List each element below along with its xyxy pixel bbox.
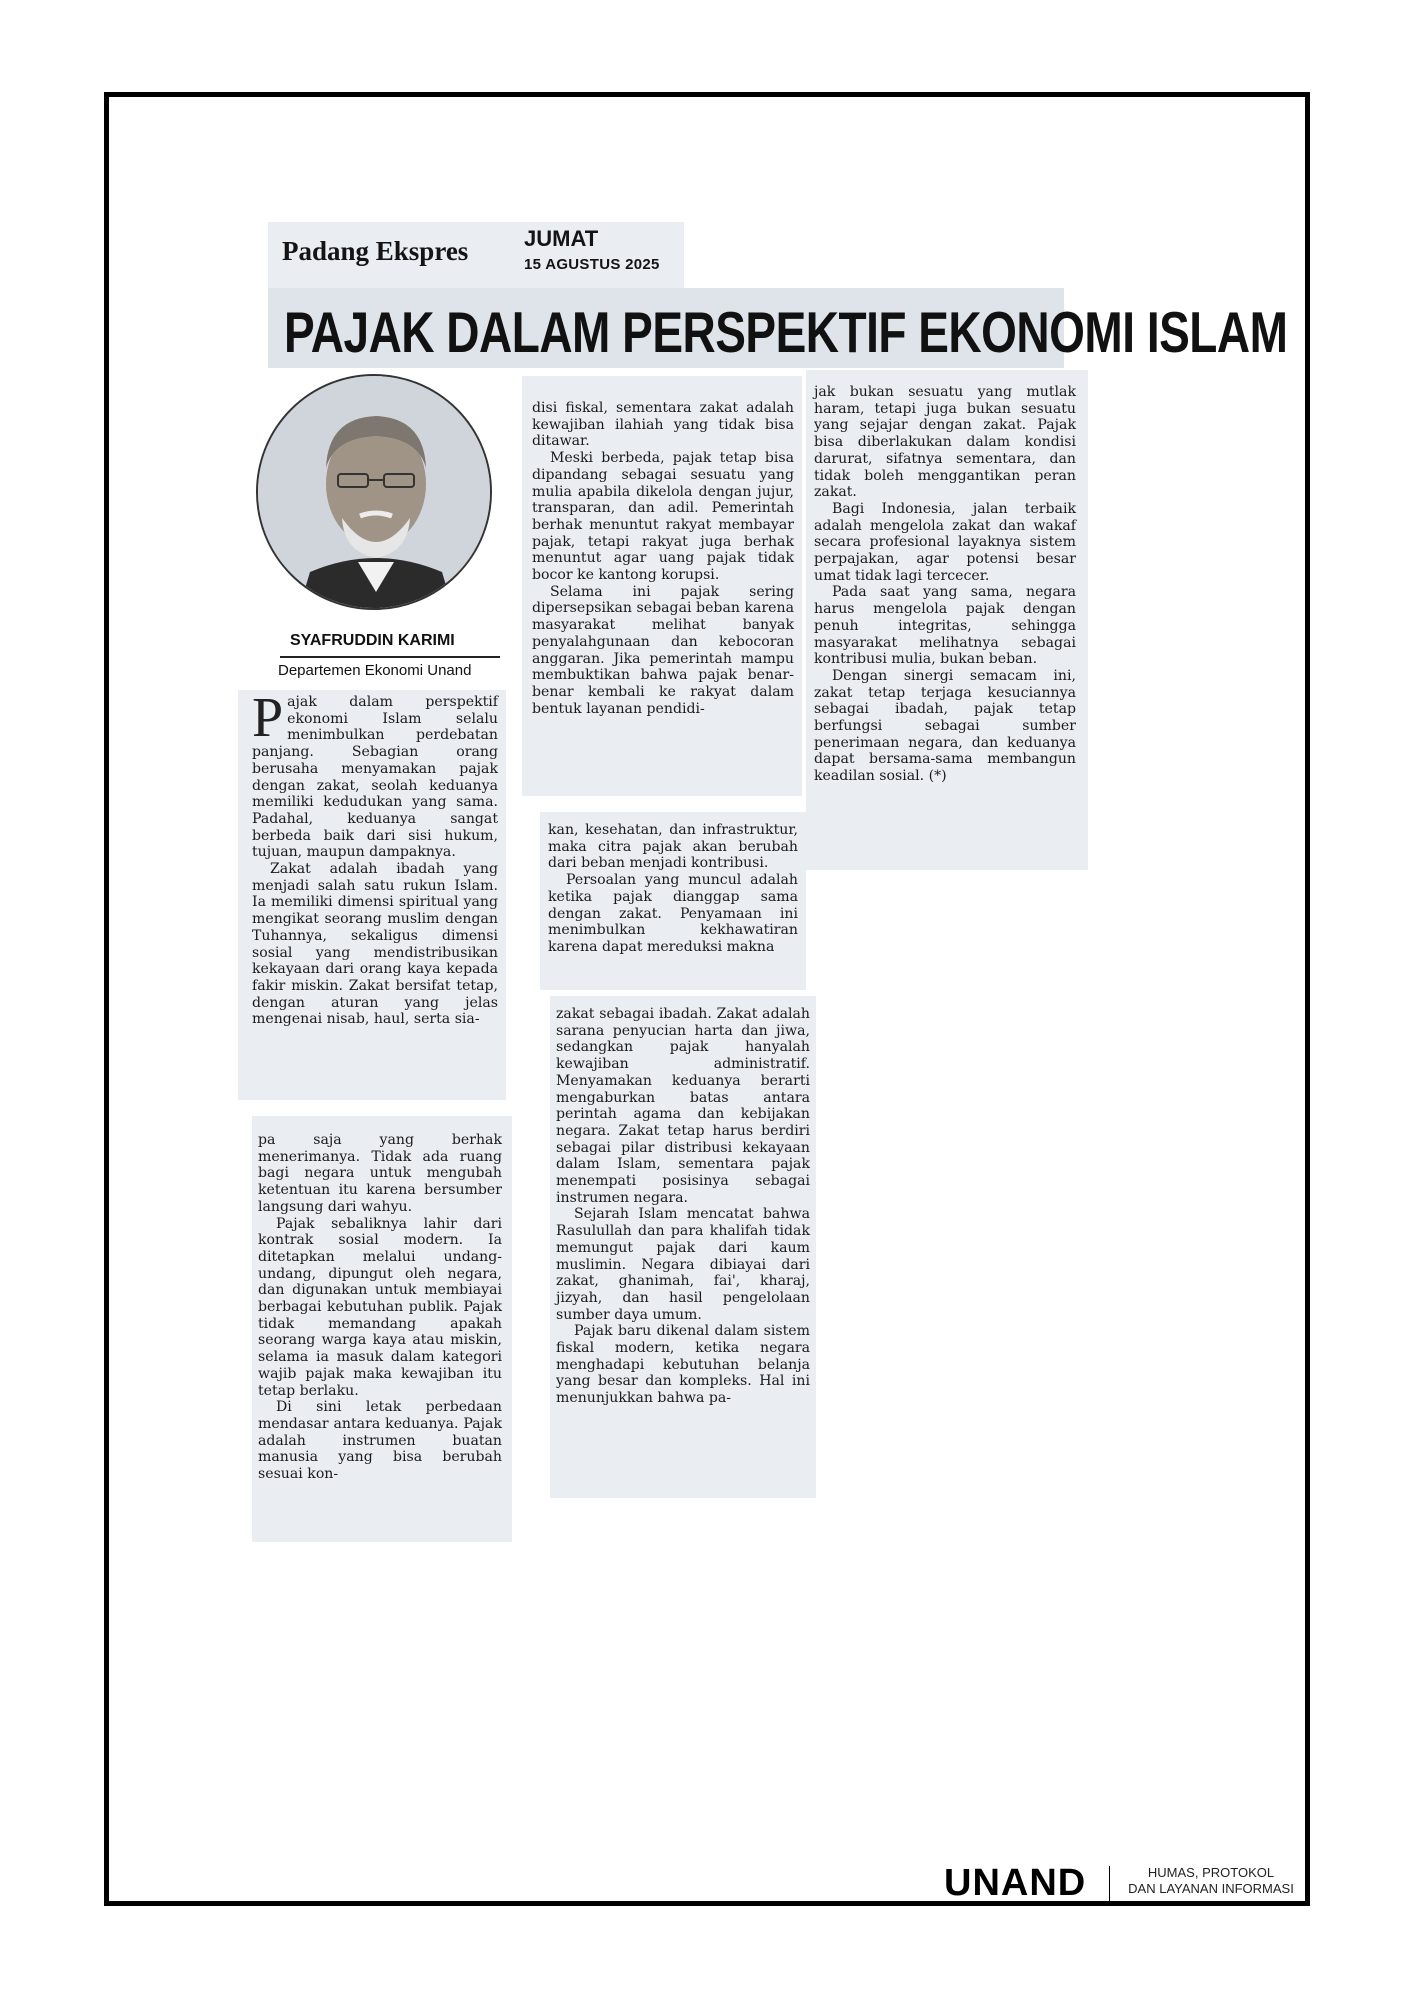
article-column-1 <box>252 687 498 1028</box>
paragraph: Pajak dalam perspektif ekonomi Islam selalu menimbulkan perdebatan panjang. Sebagian orang berusaha menyamakan pajak dengan zakat, seolah keduanya memiliki kedudukan yang sama. Padahal, keduanya sangat berbeda baik dari sisi hukum, tujuan, maupun dampaknya. <box>252 687 498 861</box>
paragraph: Pajak baru dikenal dalam sistem fiskal modern, ketika negara menghadapi kebutuhan belanja yang besar dan kompleks. Hal ini menunjukkan bahwa pa- <box>556 1323 810 1407</box>
paragraph: zakat sebagai ibadah. Zakat adalah sarana penyucian harta dan jiwa, sedangkan pajak hanyalah kewajiban administratif. Menyamakan keduanya berarti mengaburkan batas antara perintah agama dan kebijakan negara. Zakat tetap harus berdiri sebagai pilar distribusi kekayaan dalam Islam, sementara pajak menempati posisinya sebagai instrumen negara. <box>556 1006 810 1206</box>
paragraph: Zakat adalah ibadah yang menjadi salah satu rukun Islam. Ia memiliki dimensi spiritual yang mengikat seorang muslim dengan Tuhannya, sekaligus dimensi sosial yang mendistribusikan kekayaan dari orang kaya kepada fakir miskin. Zakat bersifat tetap, dengan aturan yang jelas mengenai nisab, haul, serta sia- <box>252 861 498 1028</box>
article-column-5 <box>556 1006 810 1407</box>
author-affiliation: Departemen Ekonomi Unand <box>278 662 472 679</box>
paragraph: kan, kesehatan, dan infrastruktur, maka citra pajak akan berubah dari beban menjadi kontribusi. <box>548 822 798 872</box>
publication-name: Padang Ekspres <box>282 236 469 266</box>
footer-unit-line-2: DAN LAYANAN INFORMASI <box>1128 1881 1294 1896</box>
publication-day: JUMAT <box>524 226 599 251</box>
paragraph: Pada saat yang sama, negara harus mengelola pajak dengan penuh integritas, sehingga masyarakat melihatnya sebagai kontribusi mulia, bukan beban. <box>814 584 1076 668</box>
author-photo <box>256 374 492 610</box>
article-column-2 <box>258 1132 502 1483</box>
portrait-image-icon <box>258 376 492 610</box>
author-name: SYAFRUDDIN KARIMI <box>290 632 455 649</box>
paragraph: Pajak sebaliknya lahir dari kontrak sosial modern. Ia ditetapkan melalui undang-undang, dipungut oleh negara, dan digunakan untuk membiayai berbagai kebutuhan publik. Pajak tidak memandang apakah seorang warga kaya atau miskin, selama ia masuk dalam kategori wajib pajak maka kewajiban itu tetap berlaku. <box>258 1215 502 1399</box>
paragraph: pa saja yang berhak menerimanya. Tidak ada ruang bagi negara untuk mengubah ketentuan itu karena bersumber langsung dari wahyu. <box>258 1132 502 1215</box>
paragraph: Dengan sinergi semacam ini, zakat tetap terjaga kesuciannya sebagai ibadah, pajak tetap berfungsi sebagai sumber penerimaan negara, dan keduanya dapat bersama-sama membangun keadilan sosial. (*) <box>814 667 1076 785</box>
footer-unit-line-1: HUMAS, PROTOKOL <box>1147 1865 1275 1880</box>
paragraph: disi fiskal, sementara zakat adalah kewajiban ilahiah yang tidak bisa ditawar. <box>532 400 794 450</box>
paragraph: Bagi Indonesia, jalan terbaik adalah mengelola zakat dan wakaf secara profesional layaknya sistem perpajakan, agar potensi besar umat tidak lagi tercecer. <box>814 500 1076 584</box>
paragraph: Persoalan yang muncul adalah ketika pajak dianggap sama dengan zakat. Penyamaan ini menimbulkan kekhawatiran karena dapat mereduksi makna <box>548 872 798 955</box>
footer-divider <box>1109 1866 1110 1904</box>
paragraph: jak bukan sesuatu yang mutlak haram, tetapi juga bukan sesuatu yang sejajar dengan zakat. Pajak bisa diberlakukan dalam kondisi darurat, sifatnya sementara, dan tidak boleh menggantikan peran zakat. <box>814 384 1076 501</box>
paragraph: Di sini letak perbedaan mendasar antara keduanya. Pajak adalah instrumen buatan manusia yang bisa berubah sesuai kon- <box>258 1399 502 1483</box>
paragraph: Meski berbeda, pajak tetap bisa dipandang sebagai sesuatu yang mulia apabila dikelola dengan jujur, transparan, dan adil. Pemerintah berhak menuntut rakyat membayar pajak, tetapi rakyat juga berhak menuntut agar uang pajak tidak bocor ke kantong korupsi. <box>532 450 794 584</box>
article-headline: PAJAK DALAM PERSPEKTIF EKONOMI ISLAM <box>284 299 1288 365</box>
article-column-3 <box>532 400 794 717</box>
paragraph: Sejarah Islam mencatat bahwa Rasulullah dan para khalifah tidak memungut pajak dari kaum muslimin. Negara dibiayai dari zakat, ghanimah, fai', kharaj, jizyah, dan hasil pengelolaan sumber daya umum. <box>556 1206 810 1323</box>
article-column-6 <box>814 384 1076 785</box>
author-divider <box>280 656 500 658</box>
publication-date: 15 AGUSTUS 2025 <box>524 256 660 273</box>
article-column-4 <box>548 822 798 956</box>
paragraph: Selama ini pajak sering dipersepsikan sebagai beban karena masyarakat melihat banyak penyalahgunaan dan kebocoran anggaran. Jika pemerintah mampu membuktikan bahwa pajak benar-benar kembali ke rakyat dalam bentuk layanan pendidi- <box>532 583 794 717</box>
unand-logo: UNAND <box>944 1862 1087 1904</box>
drop-cap: P <box>252 687 284 749</box>
